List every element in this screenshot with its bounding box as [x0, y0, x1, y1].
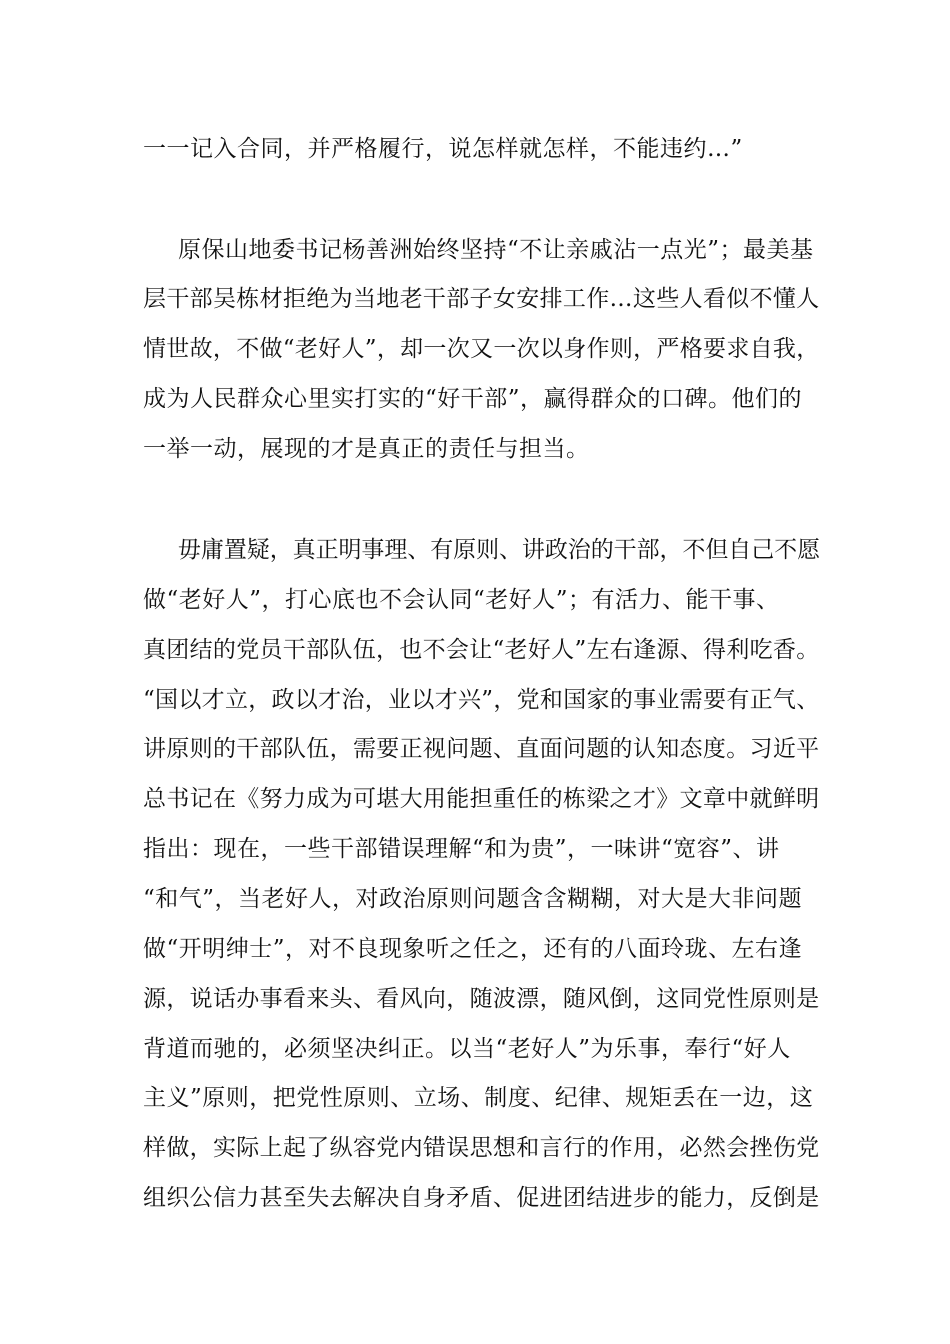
text-line: 成为人民群众心里实打实的“好干部”，赢得群众的口碑。他们的 [143, 386, 803, 412]
text-line: 样做，实际上起了纵容党内错误思想和言行的作用，必然会挫伤党 [143, 1135, 820, 1161]
text-line: 一一记入合同，并严格履行，说怎样就怎样，不能违约…” [143, 136, 743, 162]
text-line: 指出：现在，一些干部错误理解“和为贵”，一味讲“宽容”、讲 [143, 836, 780, 862]
text-line: “国以才立，政以才治，业以才兴”，党和国家的事业需要有正气、 [143, 687, 820, 713]
text-line: 做“老好人”，打心底也不会认同“老好人”；有活力、能干事、 [143, 587, 780, 613]
text-line: 背道而驰的，必须坚决纠正。以当“老好人”为乐事，奉行“好人 [143, 1036, 791, 1062]
text-line: 组织公信力甚至失去解决自身矛盾、促进团结进步的能力，反倒是 [143, 1185, 820, 1211]
text-line: 毋庸置疑，真正明事理、有原则、讲政治的干部，不但自己不愿 [178, 537, 821, 563]
text-line: 总书记在《努力成为可堪大用能担重任的栋梁之才》文章中就鲜明 [143, 786, 820, 812]
text-line: 原保山地委书记杨善洲始终坚持“不让亲戚沾一点光”；最美基 [178, 237, 814, 263]
text-line: 讲原则的干部队伍，需要正视问题、直面问题的认知态度。习近平 [143, 736, 820, 762]
text-line: 层干部吴栋材拒绝为当地老干部子女安排工作…这些人看似不懂人 [143, 286, 820, 312]
text-line: 源，说话办事看来头、看风向，随波漂，随风倒，这同党性原则是 [143, 986, 820, 1012]
text-line: “和气”，当老好人，对政治原则问题含含糊糊，对大是大非问题 [143, 886, 803, 912]
text-line: 做“开明绅士”，对不良现象听之任之，还有的八面玲珑、左右逢 [143, 936, 803, 962]
text-line: 一举一动，展现的才是真正的责任与担当。 [143, 436, 590, 462]
text-line: 主义”原则，把党性原则、立场、制度、纪律、规矩丢在一边，这 [143, 1085, 814, 1111]
text-line: 情世故，不做“老好人”，却一次又一次以身作则，严格要求自我， [143, 336, 820, 362]
text-line: 真团结的党员干部队伍，也不会让“老好人”左右逢源、得利吃香。 [143, 637, 820, 663]
